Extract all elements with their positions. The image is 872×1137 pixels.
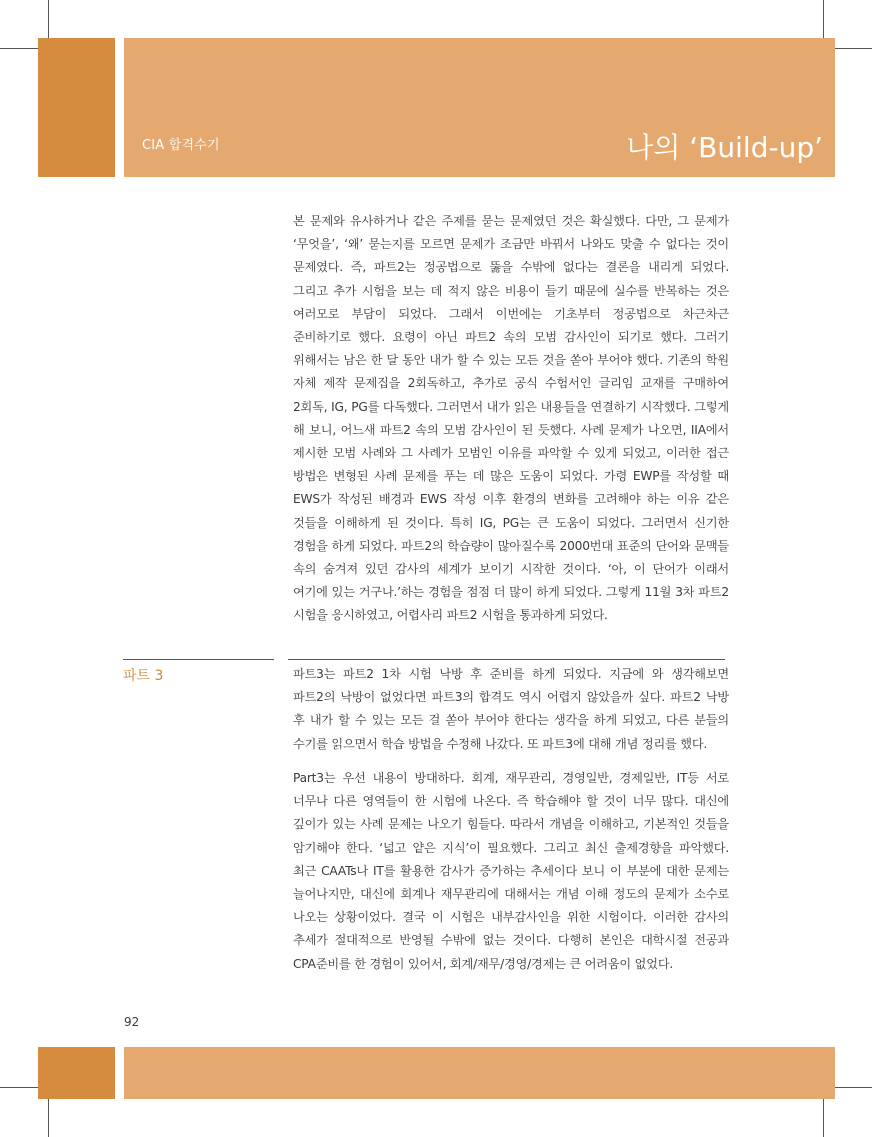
crop-mark bbox=[823, 1099, 824, 1137]
body-paragraph: 파트3는 파트2 1차 시험 낙방 후 준비를 하게 되었다. 지금에 와 생각해보면 파트2의 낙방이 없었다면 파트3의 합격도 역시 어렵지 않았을까 싶다. 파트2 낙방 후 내가 할 수 있는 모든 걸 쏟아 부어야 한다는 생각을 하게 되었고, 다른 분들의 수기를 읽으면서 학습 방법을 수정해 나갔다. 또 파트3에 대해 개념 정리를 했다. bbox=[293, 667, 729, 751]
series-label: CIA 합격수기 bbox=[142, 138, 220, 153]
page-title: 나의 ‘Build-up’ bbox=[626, 131, 823, 164]
header-band bbox=[124, 38, 835, 177]
crop-mark bbox=[0, 1087, 38, 1088]
footer-band bbox=[124, 1047, 835, 1099]
crop-mark bbox=[835, 48, 872, 49]
crop-mark bbox=[835, 1087, 872, 1088]
header-accent-block bbox=[38, 38, 115, 177]
page-number: 92 bbox=[124, 1015, 140, 1029]
crop-mark bbox=[48, 0, 49, 38]
crop-mark bbox=[48, 1099, 49, 1137]
section-heading: 파트 3 bbox=[123, 668, 164, 684]
crop-mark bbox=[823, 0, 824, 38]
crop-mark bbox=[0, 48, 38, 49]
body-paragraph: 본 문제와 유사하거나 같은 주제를 묻는 문제였던 것은 확실했다. 다만, 그 문제가 ‘무엇을’, ‘왜’ 묻는지를 모르면 문제가 조금만 바꿔서 나와도 맞출 수 없다는 것이 문제였다. 즉, 파트2는 정공법으로 뚫을 수밖에 없다는 결론을 내리게 되었다. 그리고 추가 시험을 보는 데 적지 않은 비용이 들기 때문에 실수를 반복하는 것은 여러모로 부담이 되었다. 그래서 이번에는 기초부터 정공법으로 차근차근 준비하기로 했다. 요령이 아닌 파트2 속의 모범 감사인이 되기로 했다. 그러기 위해서는 남은 한 달 동안 내가 할 수 있는 모든 것을 쏟아 부어야 했다. 기존의 학원 자체 제작 문제집을 2회독하고, 추가로 공식 수험서인 글리임 교재를 구매하여 2회독, IG, PG를 다독했다. 그러면서 내가 읽은 내용들을 연결하기 시작했다. 그렇게 해 보니, 어느새 파트2 속의 모범 감사인이 된 듯했다. 사례 문제가 나오면, IIA에서 제시한 모범 사례와 그 사례가 모범인 이유를 파악할 수 있게 되었고, 이러한 접근 방법은 변형된 사례 문제를 푸는 데 많은 도움이 되었다. 가령 EWP를 작성할 때 EWS가 작성된 배경과 EWS 작성 이후 환경의 변화를 고려해야 하는 이유 같은 것들을 이해하게 된 것이다. 특히 IG, PG는 큰 도움이 되었다. 그러면서 신기한 경험을 하게 되었다. 파트2의 학습량이 많아질수록 2000번대 표준의 단어와 문맥들 속의 숨겨져 있던 감사의 세계가 보이기 시작한 것이다. ‘아, 이 단어가 이래서 여기에 있는 거구나.’하는 경험을 점점 더 많이 하게 되었다. 그렇게 11월 3차 파트2 시험을 응시하였고, 어렵사리 파트2 시험을 통과하게 되었다. bbox=[293, 214, 729, 623]
body-paragraph: Part3는 우선 내용이 방대하다. 회계, 재무관리, 경영일반, 경제일반, IT등 서로 너무나 다른 영역들이 한 시험에 나온다. 즉 학습해야 할 것이 너무 많다. 대신에 깊이가 있는 사례 문제는 나오기 힘들다. 따라서 개념을 이해하고, 기본적인 것들을 암기해야 한다. ‘넓고 얕은 지식’이 필요했다. 그리고 최신 출제경향을 파악했다. 최근 CAATs나 IT를 활용한 감사가 증가하는 추세이다 보니 이 부분에 대한 문제는 늘어나지만, 대신에 회계나 재무관리에 대해서는 개념 이해 정도의 문제가 소수로 나오는 상황이었다. 결국 이 시험은 내부감사인을 위한 시험이다. 이러한 감사의 추세가 절대적으로 반영될 수밖에 없는 것이다. 다행히 본인은 대학시절 전공과 CPA준비를 한 경험이 있어서, 회계/재무/경영/경제는 큰 어려움이 없었다. bbox=[293, 771, 729, 971]
section-divider-left bbox=[123, 659, 274, 660]
section-divider-right bbox=[288, 659, 725, 660]
footer-accent-block bbox=[38, 1047, 115, 1099]
